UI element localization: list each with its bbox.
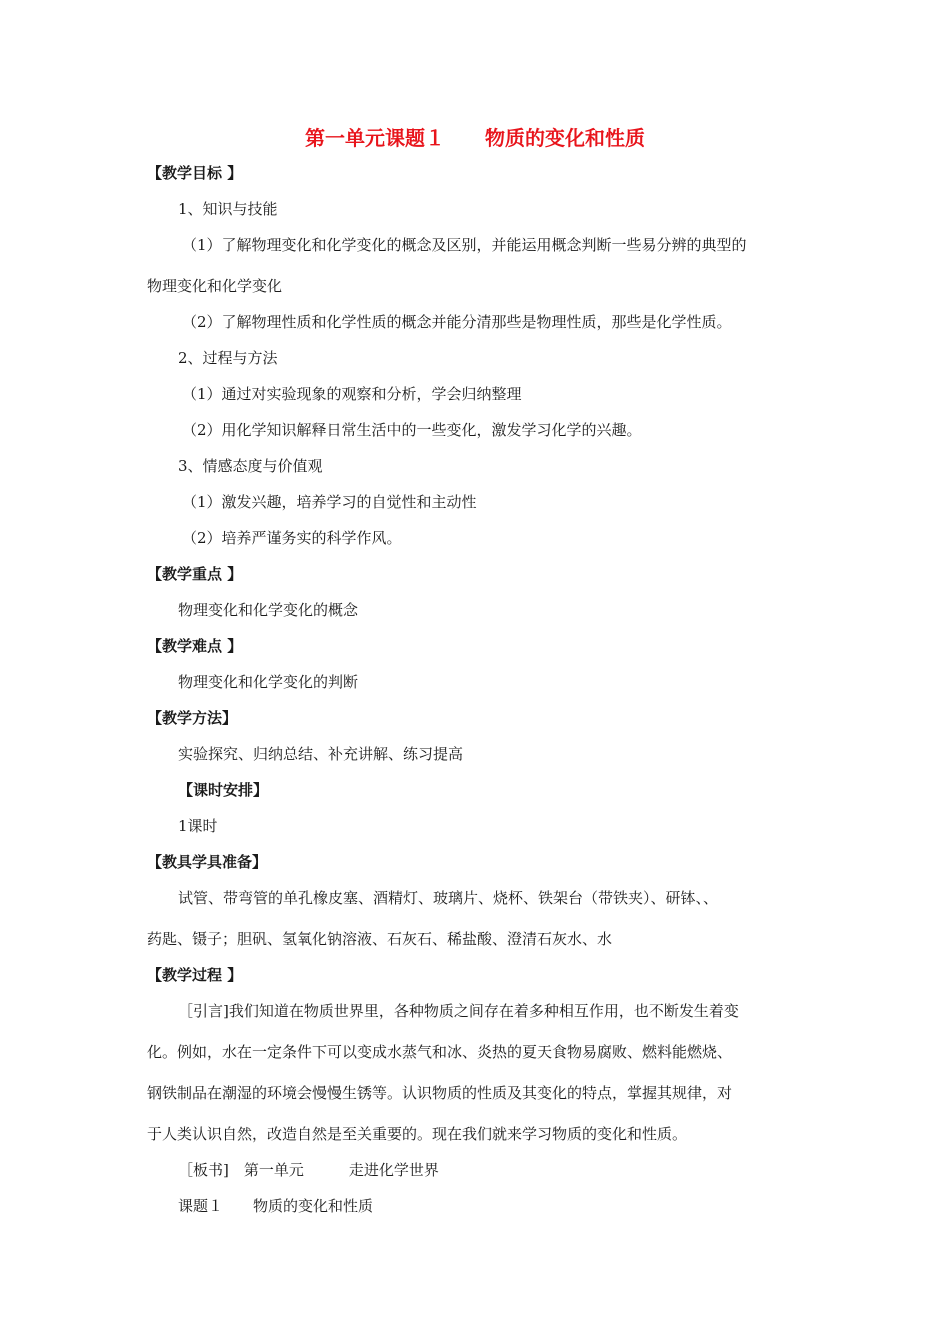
intro-line-3: 钢铁制品在潮湿的环境会慢慢生锈等。认识物质的性质及其变化的特点，掌握其规律，对 [147, 1084, 733, 1102]
emotion-item-1: （1）激发兴趣，培养学习的自觉性和主动性 [182, 493, 477, 511]
intro-line-2: 化。例如，水在一定条件下可以变成水蒸气和冰、炎热的夏天食物易腐败、燃料能燃烧、 [147, 1043, 733, 1061]
difficulty-heading: 【教学难点 】 [147, 637, 243, 655]
knowledge-item-2: （2）了解物理性质和化学性质的概念并能分清那些是物理性质，那些是化学性质。 [182, 313, 732, 331]
method-heading: 【教学方法】 [147, 709, 238, 727]
intro-line-4: 于人类认识自然，改造自然是至关重要的。现在我们就来学习物质的变化和性质。 [147, 1125, 688, 1143]
board-line-2: 课题１ 物质的变化和性质 [178, 1197, 374, 1215]
process-item-2: （2）用化学知识解释日常生活中的一些变化，激发学习化学的兴趣。 [182, 421, 642, 439]
emotion-values-heading: 3、情感态度与价值观 [178, 457, 323, 475]
schedule-heading: 【课时安排】 [178, 781, 269, 799]
process-heading: 【教学过程 】 [147, 966, 243, 984]
objectives-heading: 【教学目标 】 [147, 164, 243, 182]
intro-line-1: ［引言]我们知道在物质世界里，各种物质之间存在着多种相互作用，也不断发生着变 [178, 1002, 739, 1020]
emotion-item-2: （2）培养严谨务实的科学作风。 [182, 529, 402, 547]
materials-line-1: 试管、带弯管的单孔橡皮塞、酒精灯、玻璃片、烧杯、铁架台（带铁夹）、研钵、、 [178, 889, 719, 907]
key-point-heading: 【教学重点 】 [147, 565, 243, 583]
knowledge-skills-heading: 1、知识与技能 [178, 200, 278, 218]
board-line-1: ［板书] 第一单元 走进化学世界 [178, 1161, 439, 1179]
process-item-1: （1）通过对实验现象的观察和分析，学会归纳整理 [182, 385, 522, 403]
materials-line-2: 药匙、镊子；胆矾、氢氧化钠溶液、石灰石、稀盐酸、澄清石灰水、水 [147, 930, 613, 948]
knowledge-item-1-line-2: 物理变化和化学变化 [147, 277, 283, 295]
process-method-heading: 2、过程与方法 [178, 349, 278, 367]
knowledge-item-1-line-1: （1）了解物理变化和化学变化的概念及区别，并能运用概念判断一些易分辨的典型的 [182, 236, 747, 254]
key-point-text: 物理变化和化学变化的概念 [178, 601, 359, 619]
materials-heading: 【教具学具准备】 [147, 853, 268, 871]
method-text: 实验探究、归纳总结、补充讲解、练习提高 [178, 745, 464, 763]
difficulty-text: 物理变化和化学变化的判断 [178, 673, 359, 691]
page-title: 第一单元课题１ 物质的变化和性质 [305, 126, 645, 150]
schedule-text: 1课时 [178, 817, 218, 835]
